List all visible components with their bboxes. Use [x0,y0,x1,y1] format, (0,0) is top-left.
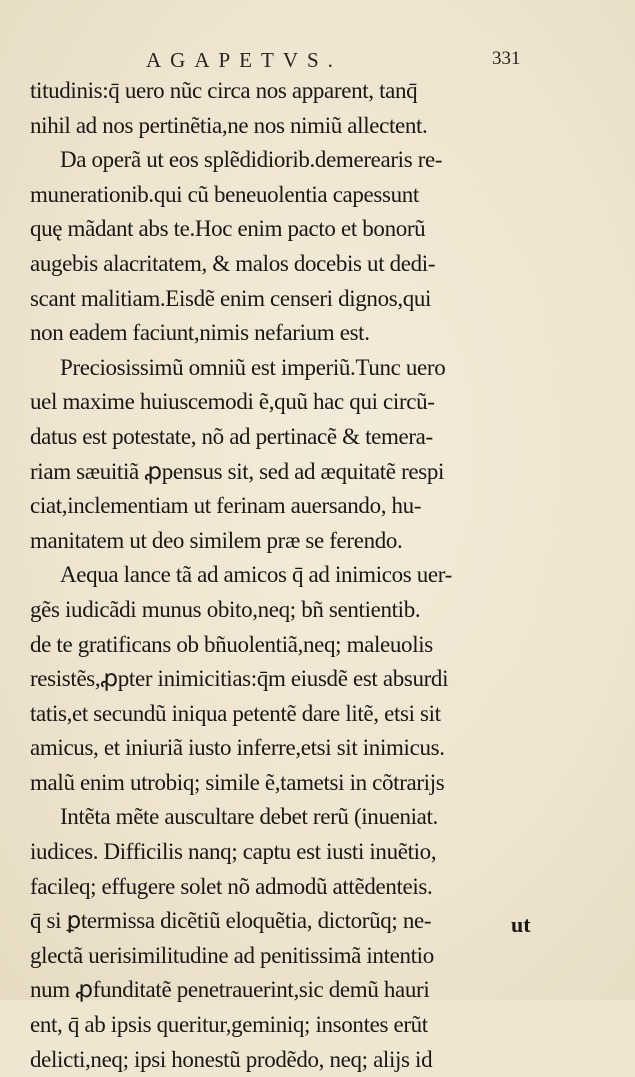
text-line: de te gratificans ob bñuolentiã,neq; maleuolis [30,631,433,657]
text-line: glectã uerisimilitudine ad penitissimã intentio [30,942,434,968]
text-line: riam sæuitiã ꝓpensus sit, sed ad æquitatẽ respi [30,458,445,484]
catchword: ut [511,912,531,937]
text-line: ent, q̄ ab ipsis queritur,geminiq; insontes erũt [30,1012,428,1038]
text-line: scant malitiam.Eisdẽ enim censeri dignos,qui [30,285,432,311]
text-line: iudices. Difficilis nanq; captu est iusti inuẽtio, [30,839,437,865]
text-line: non eadem faciunt,nimis nefarium est. [30,320,370,346]
text-line: amicus, et iniuriã iusto inferre,etsi sit inimicus. [30,735,445,761]
text-line: munerationib.qui cũ beneuolentia capessunt [30,181,419,207]
text-line: num ꝓfunditatẽ penetrauerint,sic demũ hauri [30,977,430,1003]
text-line: gẽs iudicãdi munus obito,neq; bñ sentientib. [30,596,421,622]
page-number: 331 [492,48,521,69]
text-line: uel maxime huiuscemodi ẽ,quũ hac qui circũ- [30,389,435,415]
text-line: Da operã ut eos splẽdidiorib.demerearis re- [60,147,443,173]
text-line: tatis,et secundũ iniqua petentẽ dare litẽ, etsi sit [30,700,441,726]
text-line: nihil ad nos pertinẽtia,ne nos nimiũ allectent. [30,112,428,138]
running-title: AGAPETVS. [146,48,342,72]
text-line: quę mãdant abs te.Hoc enim pacto et bonorũ [30,216,426,242]
text-line: Aequa lance tã ad amicos q̄ ad inimicos uer- [60,562,452,588]
text-line: q̄ si ꝑtermissa dicẽtiũ eloquẽtia, dictorũq; ne- [30,908,432,934]
text-line: resistẽs,ꝓpter inimicitias:q̄m eiusdẽ est absurdi [30,666,449,692]
text-line: manitatem ut deo similem præ se ferendo. [30,527,403,553]
text-line: malũ enim utrobiq; simile ẽ,tametsi in cõtrarijs [30,769,445,795]
text-line: facileq; effugere solet nõ admodũ attẽdenteis. [30,873,433,899]
body-text [30,74,550,1077]
text-line: delicti,neq; ipsi honestũ prodẽdo, neq; alijs id [30,1046,433,1072]
text-line: Intẽta mẽte auscultare debet rerũ (inueniat. [60,804,438,830]
text-line: datus est potestate, nõ ad pertinacẽ & temera- [30,423,433,449]
text-line: augebis alacritatem, & malos docebis ut dedi- [30,250,436,276]
text-line: ciat,inclementiam ut ferinam auersando, hu- [30,493,422,519]
text-line: Preciosissimũ omniũ est imperiũ.Tunc uero [60,354,446,380]
text-line: titudinis:q̄ uero nũc circa nos apparent, tanq̄ [30,78,418,103]
